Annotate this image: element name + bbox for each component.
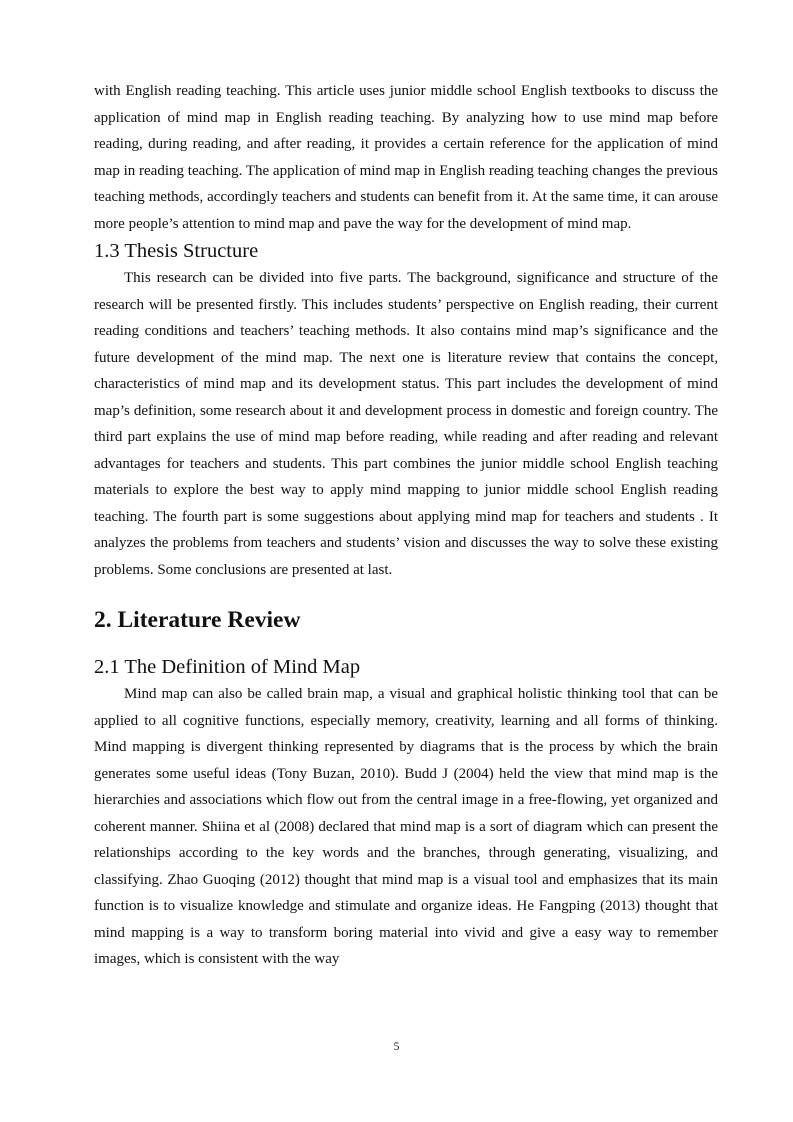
thesis-structure-paragraph: This research can be divided into five parts. The background, significance and structure of the research will be presented firstly. This includes students’ perspective on English reading, their current reading conditions and teachers’ teaching methods. It also contains mind map’s significance and the future development of the mind map. The next one is literature review that contains the concept, characteristics of mind map and its development status. This part includes the development of mind map’s definition, some research about it and development process in domestic and foreign country. The third part explains the use of mind map before reading, while reading and after reading and relevant advantages for teachers and students. This part combines the junior middle school English teaching materials to explore the best way to apply mind mapping to junior middle school English reading teaching. The fourth part is some suggestions about applying mind map for teachers and students . It analyzes the problems from teachers and students’ vision and discusses the way to solve these existing problems. Some conclusions are presented at last. xyxy=(94,270,718,578)
literature-review-heading: 2. Literature Review xyxy=(94,607,301,633)
page-body xyxy=(94,78,718,973)
definition-heading: 2.1 The Definition of Mind Map xyxy=(94,656,361,678)
thesis-structure-heading: 1.3 Thesis Structure xyxy=(94,240,259,262)
intro-continuation-paragraph: with English reading teaching. This article uses junior middle school English textbooks to discuss the application of mind map in English reading teaching. By analyzing how to use mind map before reading, during reading, and after reading, it provides a certain reference for the application of mind map in reading teaching. The application of mind map in English reading teaching changes the previous teaching methods, accordingly teachers and students can benefit from it. At the same time, it can arouse more people’s attention to mind map and pave the way for the development of mind map. xyxy=(94,83,718,232)
definition-paragraph: Mind map can also be called brain map, a visual and graphical holistic thinking tool that can be applied to all cognitive functions, especially memory, creativity, learning and all forms of thinking. Mind mapping is divergent thinking represented by diagrams that is the process by which the brain generates some useful ideas (Tony Buzan, 2010). Budd J (2004) held the view that mind map is the hierarchies and associations which flow out from the central image in a free-flowing, yet organized and coherent manner. Shiina et al (2008) declared that mind map is a sort of diagram which can present the relationships according to the key words and the branches, through generating, visualizing, and classifying. Zhao Guoqing (2012) thought that mind map is a visual tool and emphasizes that its main function is to visualize knowledge and stimulate and organize ideas. He Fangping (2013) thought that mind mapping is a way to transform boring material into vivid and give a easy way to remember images, which is consistent with the way xyxy=(94,686,718,967)
page-number: 5 xyxy=(393,1041,400,1053)
